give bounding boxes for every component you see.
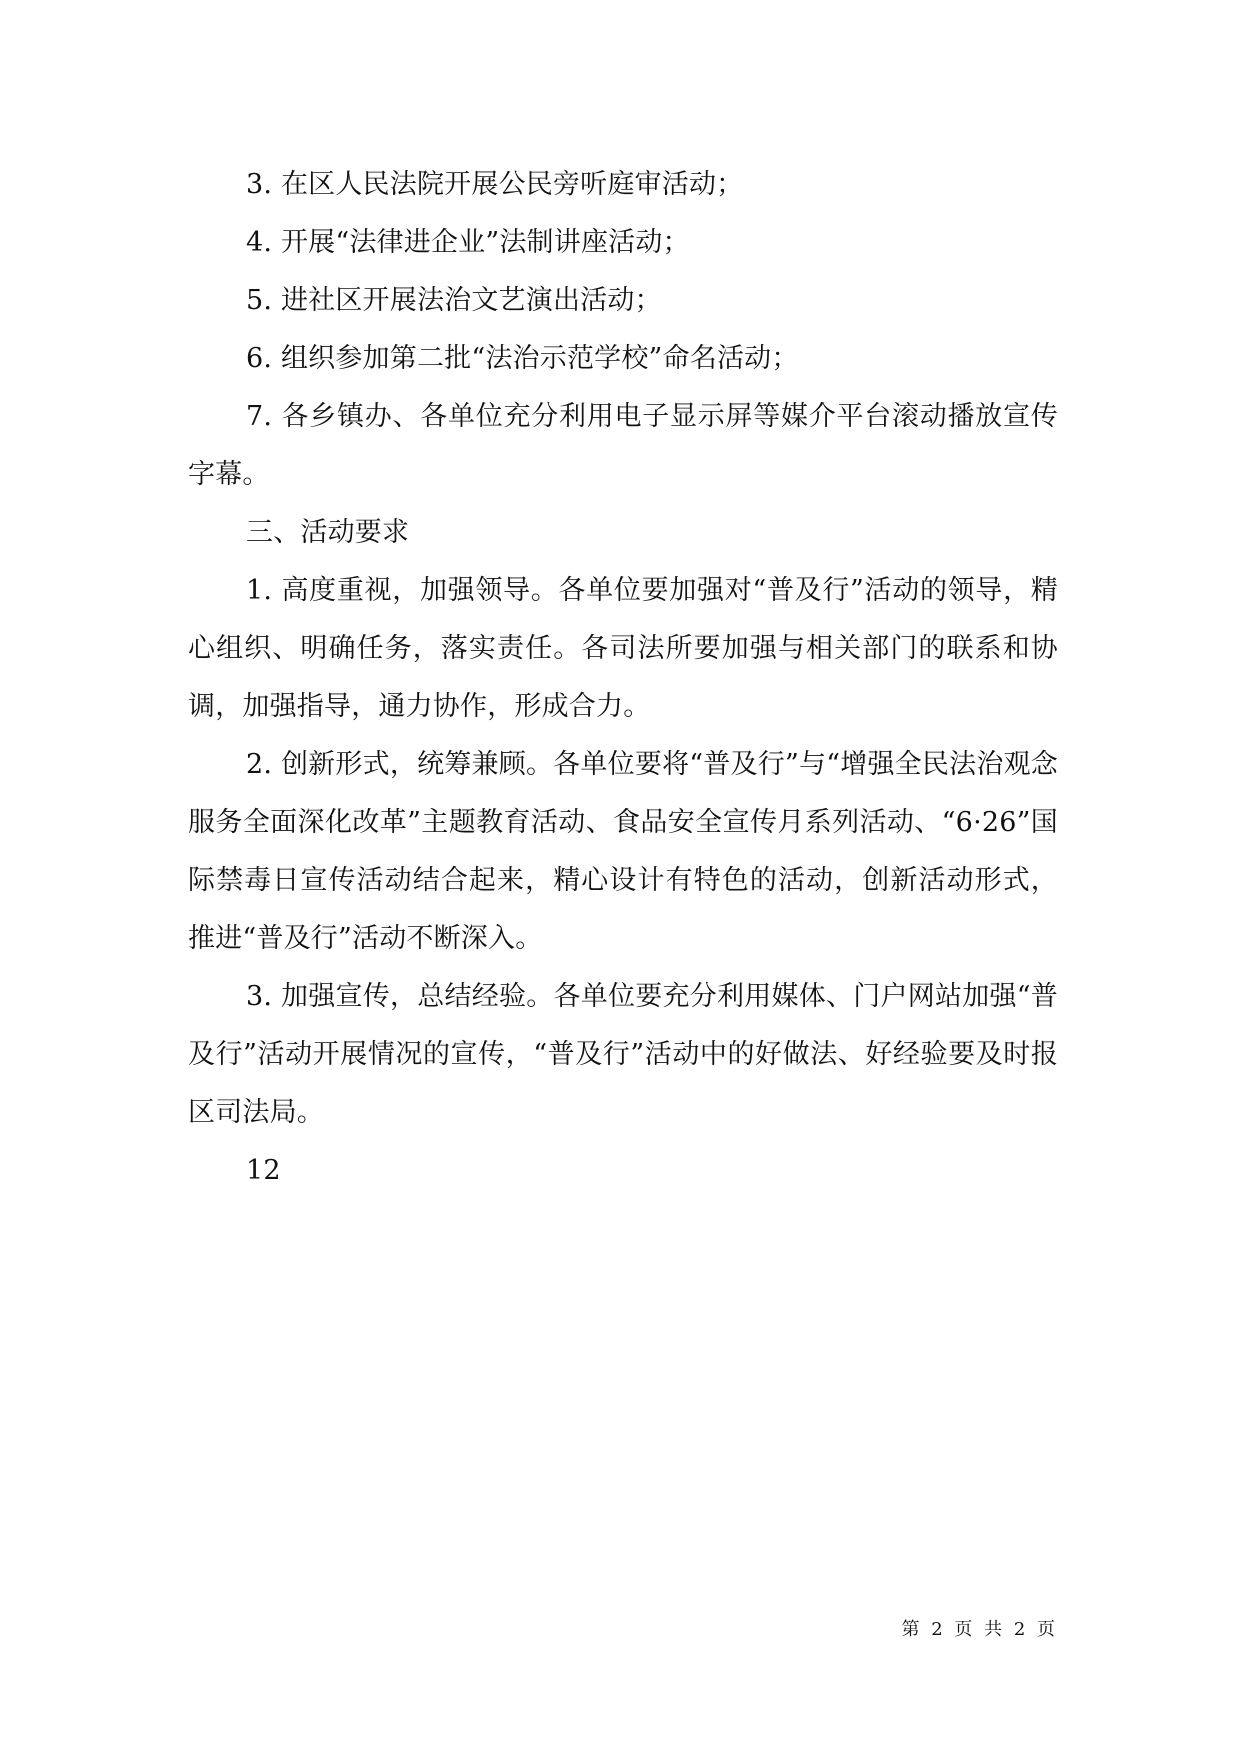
requirement-2: 2. 创新形式，统筹兼顾。各单位要将“普及行”与“增强全民法治观念服务全面深化改革”主题教育活动、食品安全宣传月系列活动、“6·26”国际禁毒日宣传活动结合起来，精心设计有特色的活动，创新活动形式，推进“普及行”活动不断深入。	[188, 749, 1058, 954]
list-item-6: 6. 组织参加第二批“法治示范学校”命名活动；	[246, 343, 799, 374]
list-item-4: 4. 开展“法律进企业”法制讲座活动；	[246, 227, 690, 258]
list-item-7: 7. 各乡镇办、各单位充分利用电子显示屏等媒介平台滚动播放宣传字幕。	[188, 401, 1058, 490]
requirement-1: 1. 高度重视，加强领导。各单位要加强对“普及行”活动的领导，精心组织、明确任务，落实责任。各司法所要加强与相关部门的联系和协调，加强指导，通力协作，形成合力。	[188, 575, 1058, 722]
list-item-3: 3. 在区人民法院开展公民旁听庭审活动；	[246, 169, 744, 200]
document-body	[188, 156, 1058, 1200]
requirement-3: 3. 加强宣传，总结经验。各单位要充分利用媒体、门户网站加强“普及行”活动开展情况的宣传，“普及行”活动中的好做法、好经验要及时报区司法局。	[188, 981, 1058, 1128]
page-indicator: 第 2 页 共 2 页	[901, 1619, 1058, 1640]
section-heading: 三、活动要求	[246, 517, 410, 548]
page-footer	[901, 1618, 1058, 1642]
list-item-5: 5. 进社区开展法治文艺演出活动；	[246, 285, 662, 316]
stray-number: 12	[246, 1155, 281, 1186]
